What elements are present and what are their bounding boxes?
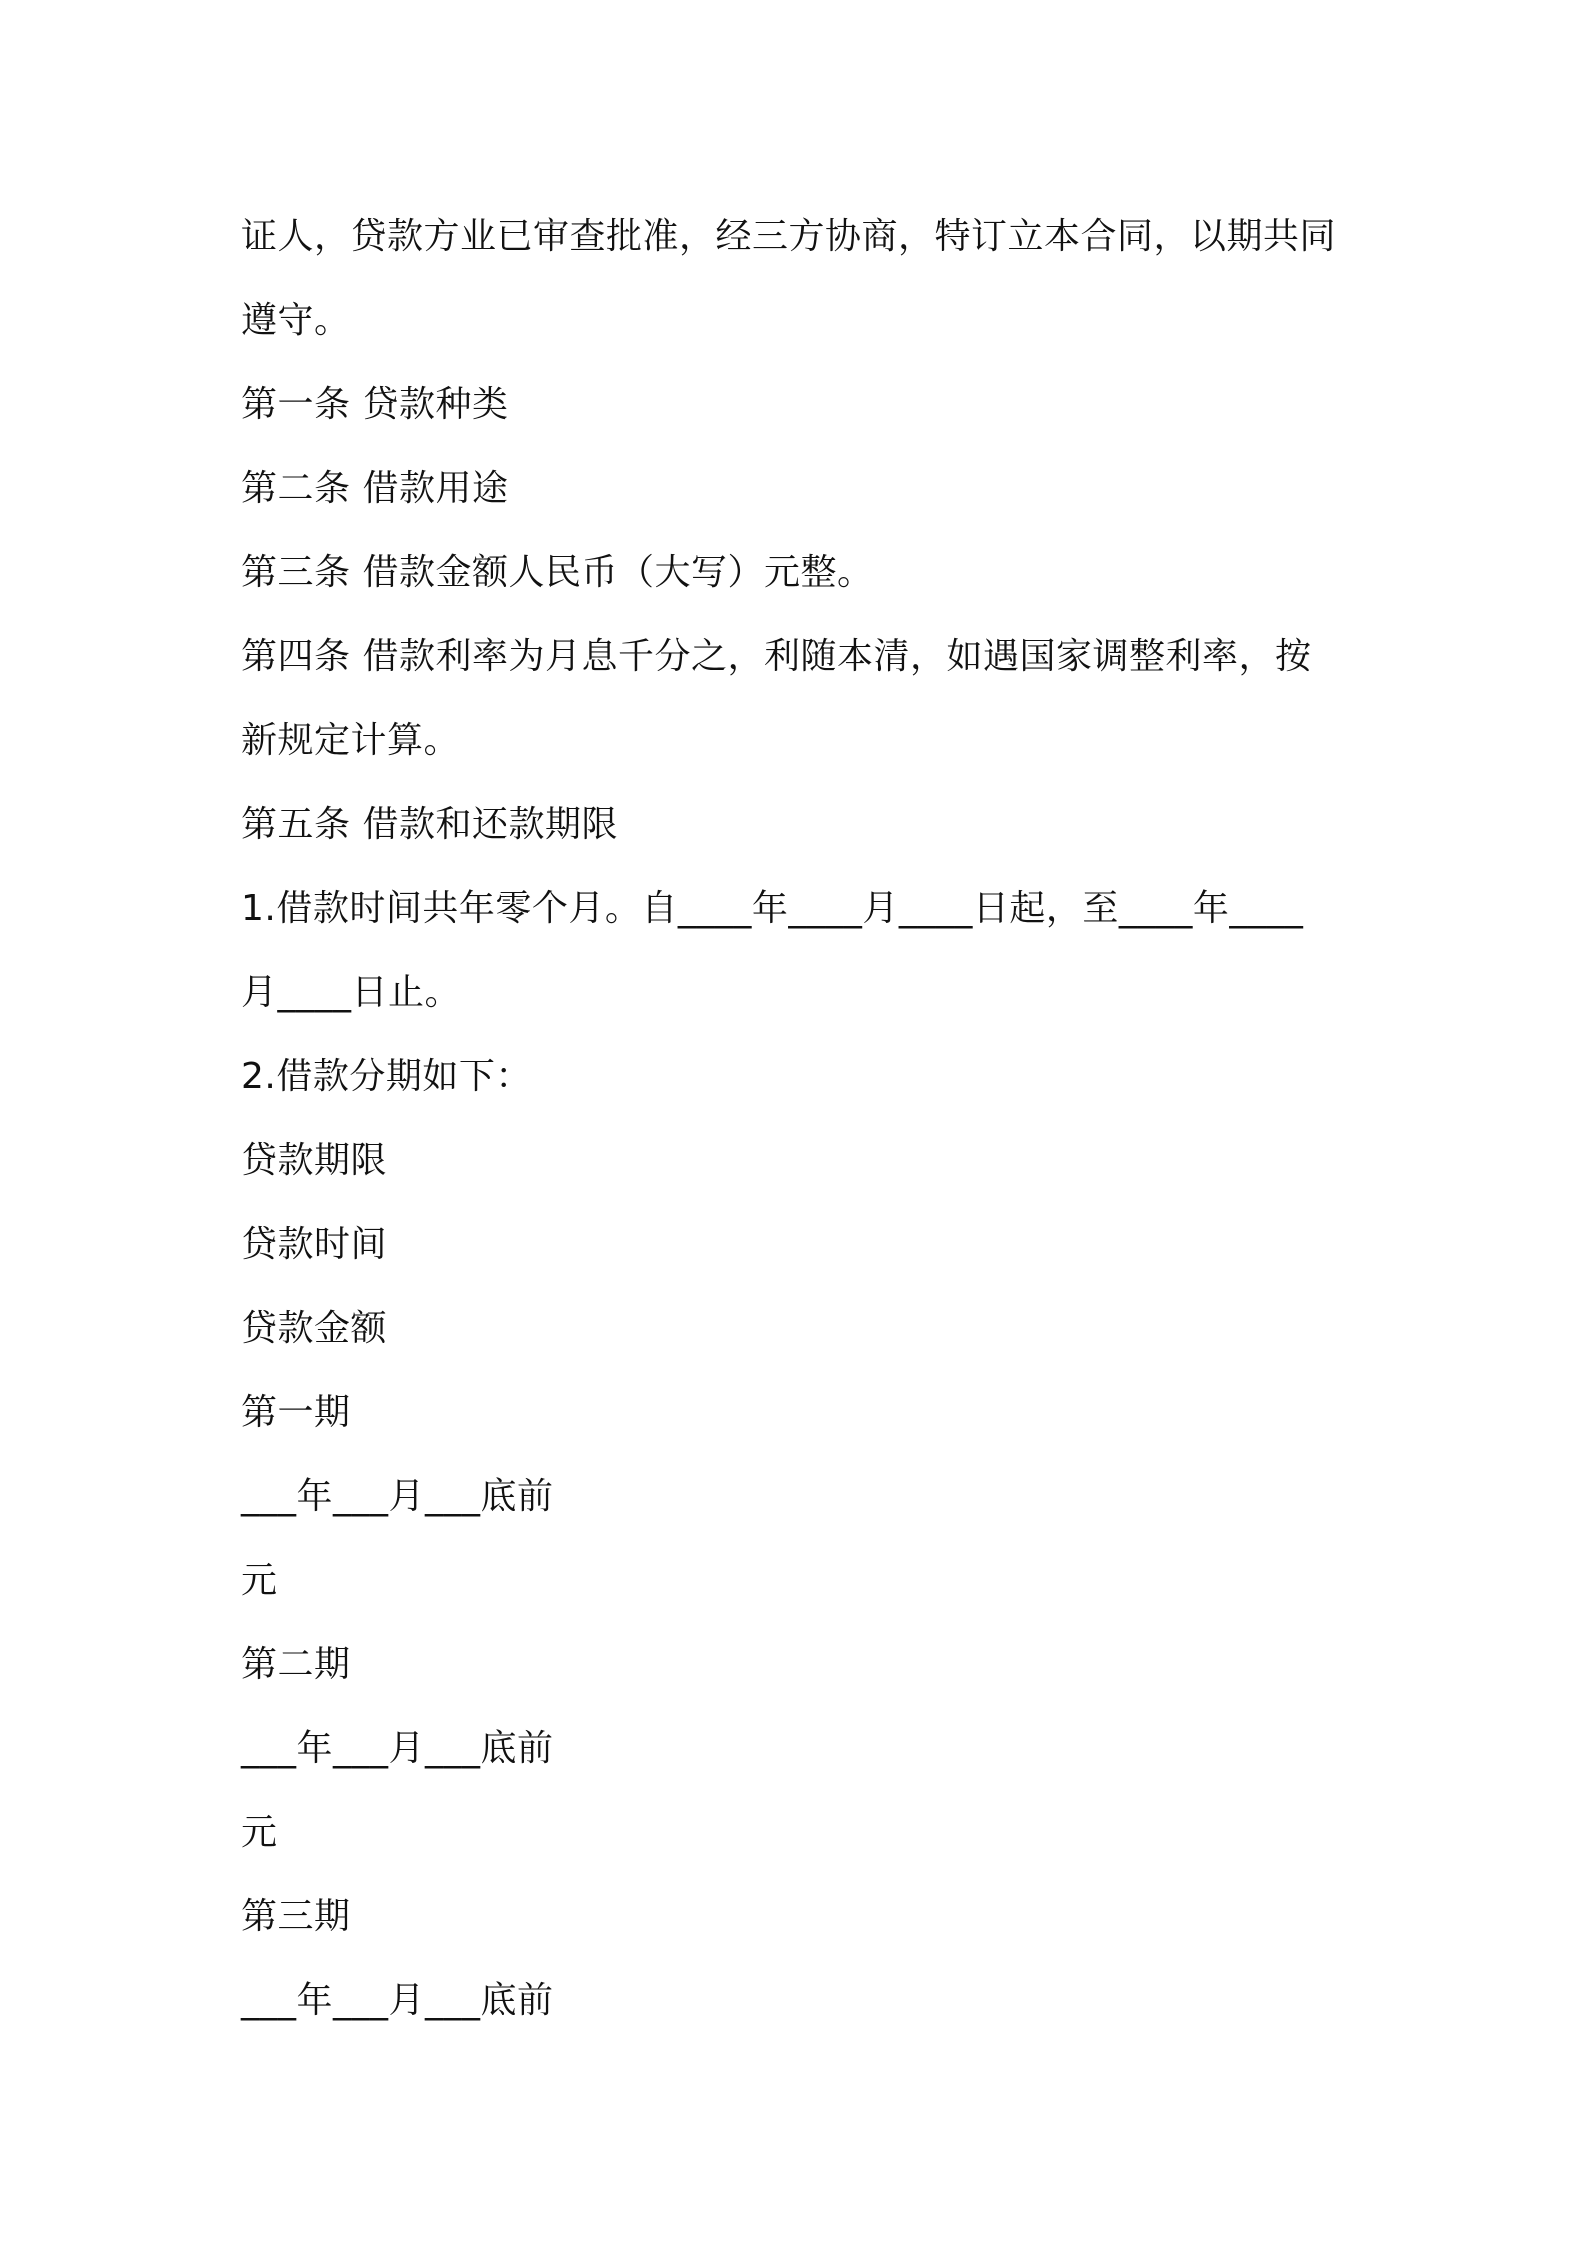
article-heading: 第一条 贷款种类 bbox=[241, 384, 509, 425]
text-line: 2.借款分期如下： bbox=[241, 1056, 532, 1097]
text-line: 1.借款时间共年零个月。自____年____月____日起，至____年____ bbox=[241, 888, 1304, 929]
article-heading: 第二条 借款用途 bbox=[241, 468, 509, 509]
text-line: 遵守。 bbox=[241, 300, 351, 341]
installment-date: ___年___月___底前 bbox=[241, 1728, 554, 1769]
table-header-term: 贷款期限 bbox=[241, 1140, 388, 1181]
installment-date: ___年___月___底前 bbox=[241, 1476, 554, 1517]
text-line: 月____日止。 bbox=[241, 972, 462, 1013]
article-heading: 第四条 借款利率为月息千分之，利随本清，如遇国家调整利率，按 bbox=[241, 636, 1312, 677]
installment-label: 第二期 bbox=[241, 1644, 351, 1685]
installment-amount: 元 bbox=[241, 1812, 278, 1853]
document-body bbox=[241, 195, 1356, 2043]
installment-label: 第一期 bbox=[241, 1392, 351, 1433]
installment-amount: 元 bbox=[241, 1560, 278, 1601]
article-heading: 第五条 借款和还款期限 bbox=[241, 804, 618, 845]
table-header-amount: 贷款金额 bbox=[241, 1308, 388, 1349]
installment-label: 第三期 bbox=[241, 1896, 351, 1937]
article-heading: 第三条 借款金额人民币（大写）元整。 bbox=[241, 552, 874, 593]
text-line: 证人，贷款方业已审查批准，经三方协商，特订立本合同，以期共同 bbox=[241, 216, 1337, 257]
table-header-time: 贷款时间 bbox=[241, 1224, 388, 1265]
text-line: 新规定计算。 bbox=[241, 720, 461, 761]
installment-date: ___年___月___底前 bbox=[241, 1980, 554, 2021]
